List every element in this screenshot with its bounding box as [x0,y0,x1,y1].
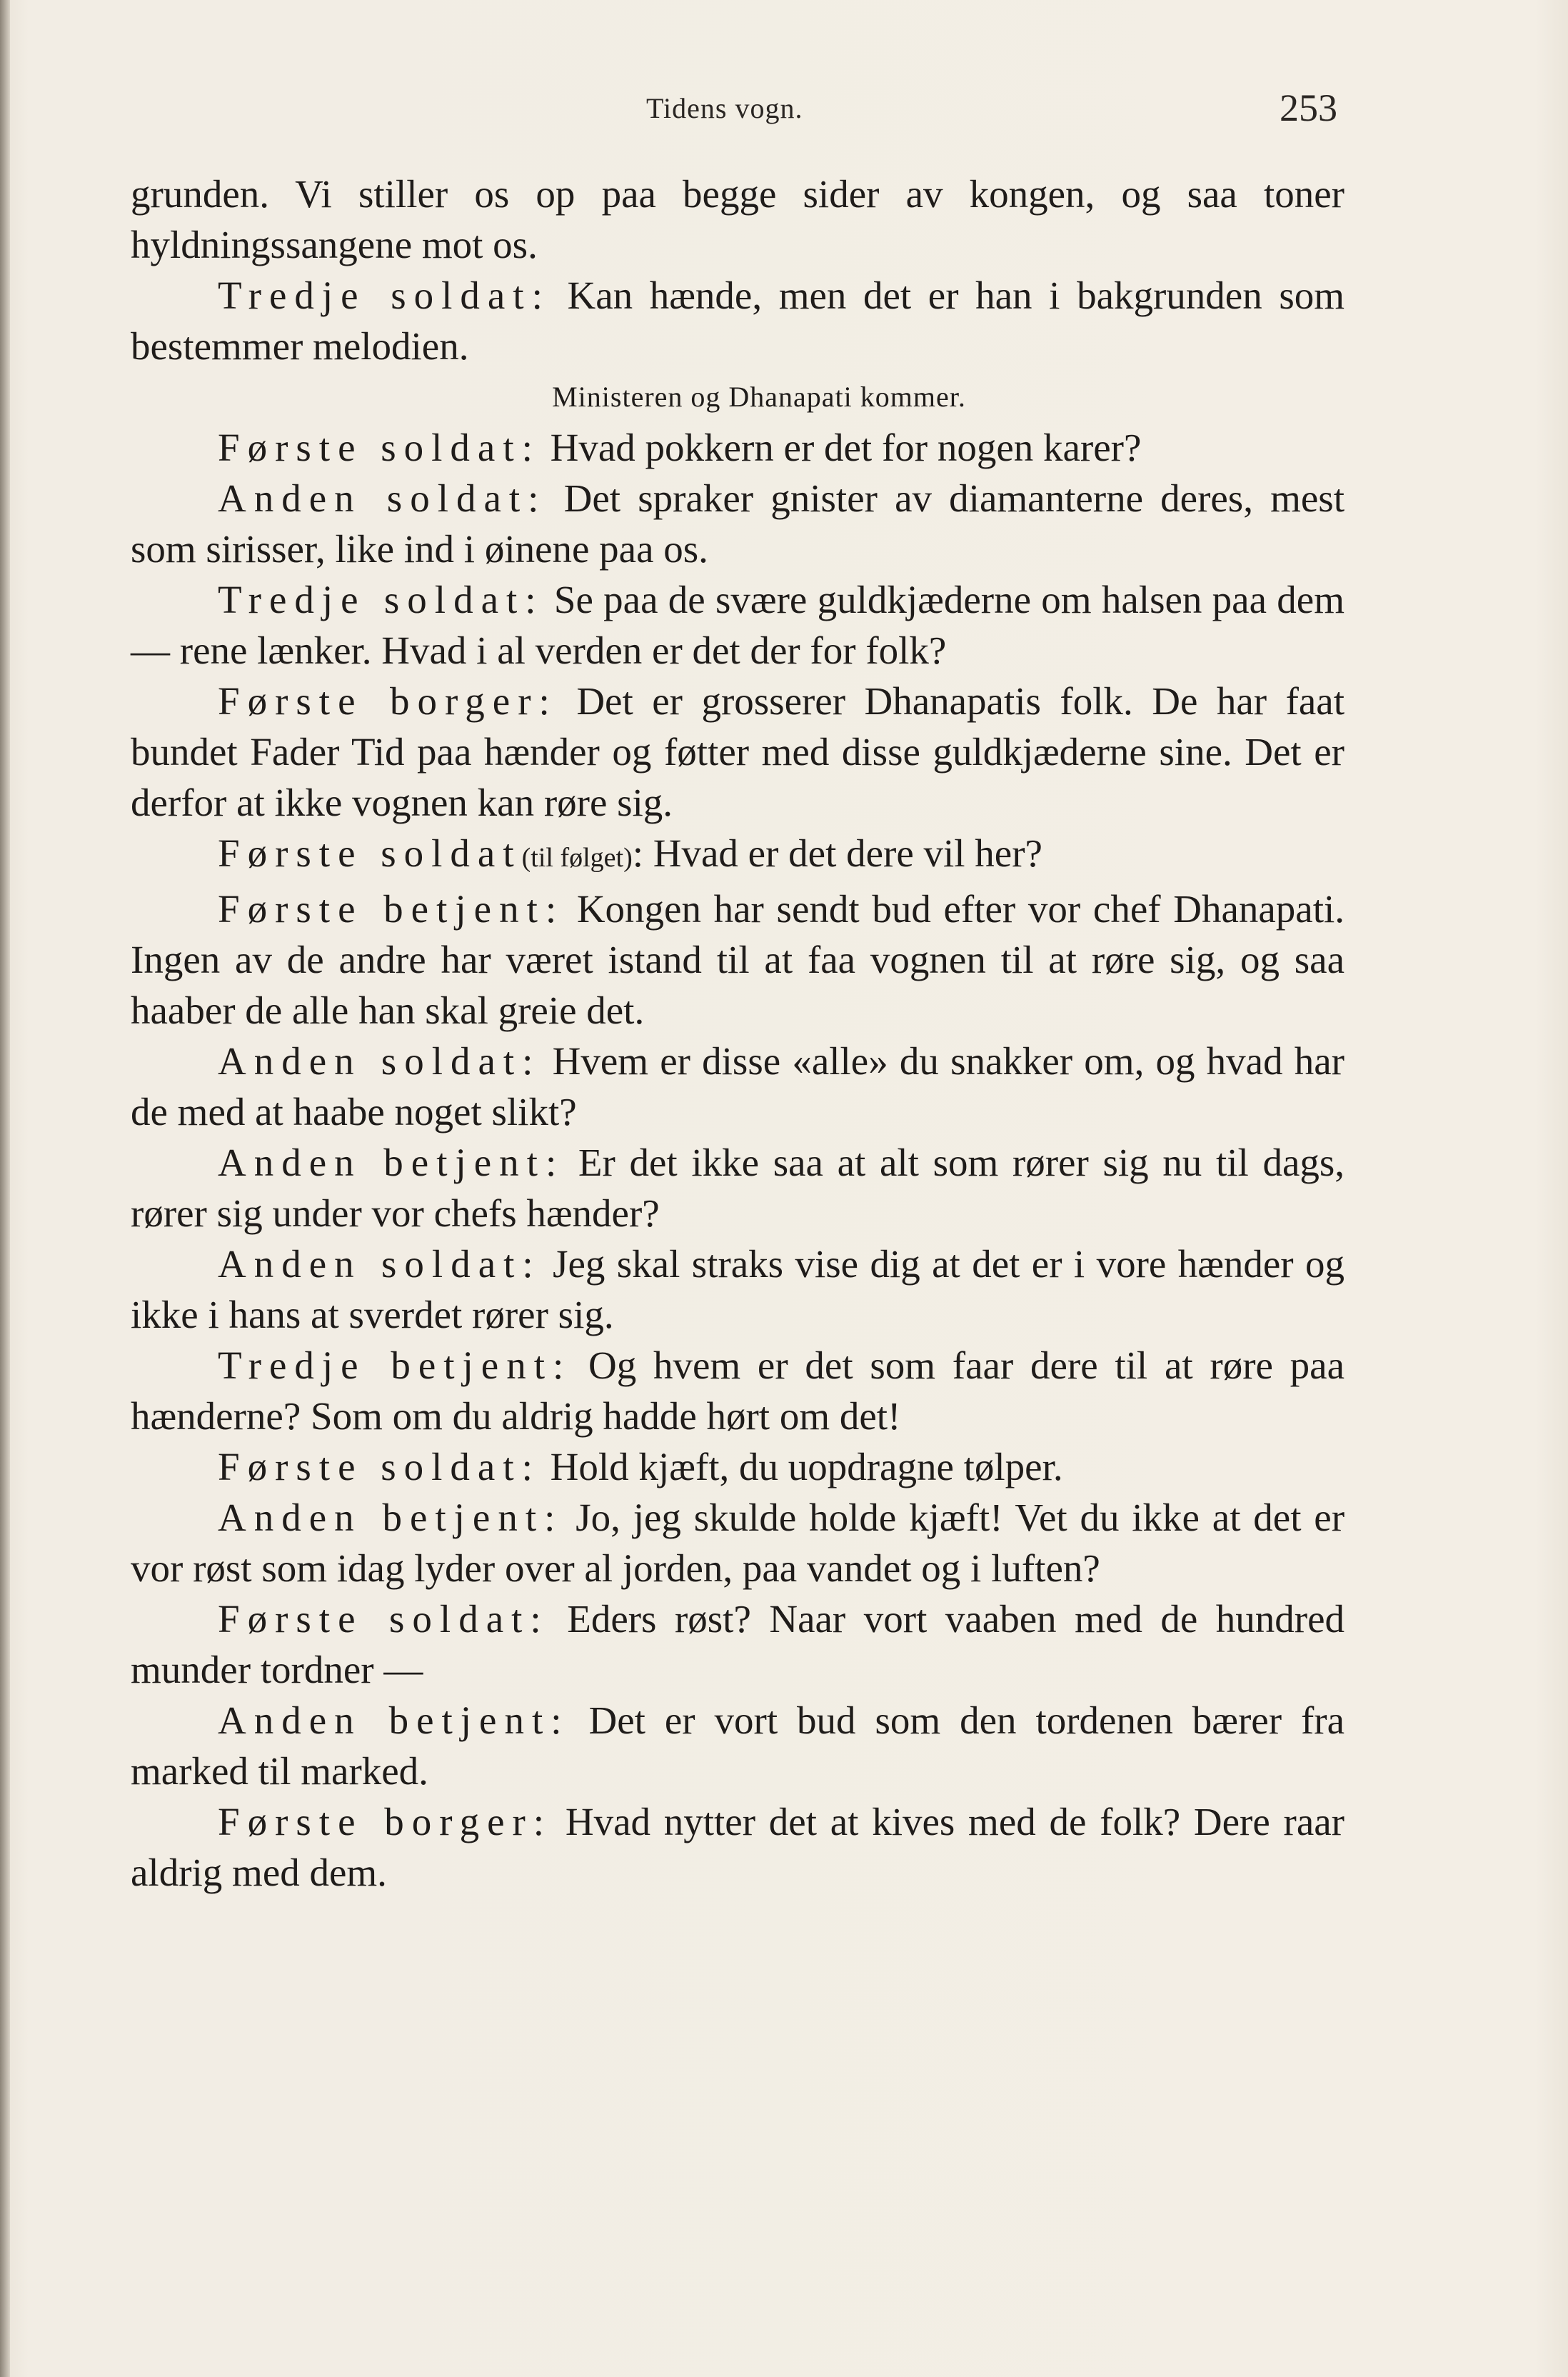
speaker-name: Første borger: [218,679,558,723]
paragraph [131,169,1345,270]
dialogue-line [131,473,1345,574]
dialogue-line [131,574,1345,676]
stage-aside: (til følget) [521,843,633,873]
speaker-name: Første borger: [218,1800,553,1843]
dialogue-line [131,676,1345,828]
speaker-name: Første soldat [218,831,522,875]
dialogue-text: : Hvad er det dere vil her? [632,831,1042,875]
speaker-name: Anden betjent: [218,1141,565,1184]
speaker-name: Første betjent: [218,887,565,931]
dialogue-line [131,1593,1345,1695]
dialogue-text: Kongen har sendt bud efter vor chef Dhanapati. Ingen av de andre har været istand til at faa vognen til at røre sig, og saa haaber de alle han skal greie det. [131,887,1345,1032]
dialogue-text: Se paa de svære guldkjæderne om halsen paa dem — rene lænker. Hvad i al verden er det der for folk? [131,578,1345,672]
running-title: Tidens vogn. [646,92,803,124]
dialogue-text: Hvad pokkern er det for nogen karer? [550,426,1142,469]
dialogue-line [131,1695,1345,1796]
dialogue-line [131,1340,1345,1441]
dialogue-line [131,1036,1345,1137]
play-text [131,169,1345,1898]
dialogue-text: Det spraker gnister av diamanterne deres, mest som sirisser, like ind i øinene paa os. [131,476,1345,571]
dialogue-text: Jeg skal straks vise dig at det er i vore hænder og ikke i hans at sverdet rører sig. [131,1242,1345,1336]
dialogue-line [131,1492,1345,1593]
dialogue-line [131,422,1345,473]
dialogue-line [131,884,1345,1036]
speaker-name: Første soldat: [218,426,541,469]
speaker-name: Tredje betjent: [218,1343,572,1387]
speaker-name: Tredje soldat: [218,274,551,317]
speaker-name: Anden soldat: [218,476,547,520]
dialogue-text: Det er grosserer Dhanapatis folk. De har faat bundet Fader Tid paa hænder og føtter med disse guldkjæderne sine. Det er derfor at ikke vognen kan røre sig. [131,679,1345,824]
dialogue-text: Og hvem er det som faar dere til at røre paa hænderne? Som om du aldrig hadde hørt om det! [131,1343,1345,1438]
speaker-name: Tredje soldat: [218,578,544,621]
dialogue-text: Hold kjæft, du uopdragne tølper. [550,1445,1063,1488]
dialogue-line [131,1238,1345,1340]
dialogue-text: Det er vort bud som den tordenen bærer fra marked til marked. [131,1698,1345,1793]
dialogue-line [131,270,1345,371]
speaker-name: Anden betjent: [218,1698,570,1742]
speaker-name: Første soldat: [218,1445,541,1488]
dialogue-line [131,1137,1345,1238]
dialogue-text: Eders røst? Naar vort vaaben med de hundred munder tordner — [131,1597,1345,1691]
dialogue-text: Er det ikke saa at alt som rører sig nu til dags, rører sig under vor chefs hænder? [131,1141,1345,1235]
dialogue-line [131,1441,1345,1492]
dialogue-line [131,828,1345,884]
speaker-name: Første soldat: [218,1597,549,1641]
paragraph-text: grunden. Vi stiller os op paa begge sider av kongen, og saa toner hyldningssangene mot os. [131,172,1345,266]
speaker-name: Anden betjent: [218,1496,563,1539]
dialogue-text: Jo, jeg skulde holde kjæft! Vet du ikke at det er vor røst som idag lyder over al jorden, paa vandet og i luften? [131,1496,1345,1590]
book-spine-edge [0,0,10,2377]
dialogue-line [131,1796,1345,1898]
dialogue-text: Hvem er disse «alle» du snakker om, og hvad har de med at haabe noget slikt? [131,1039,1345,1134]
stage-direction: Ministeren og Dhanapati kommer. [552,381,966,413]
dialogue-text: Kan hænde, men det er han i bakgrunden som bestemmer melodien. [131,274,1345,368]
speaker-name: Anden soldat: [218,1039,541,1083]
page-number: 253 [1280,86,1337,129]
dialogue-text: Hvad nytter det at kives med de folk? Dere raar aldrig med dem. [131,1800,1345,1894]
speaker-name: Anden soldat: [218,1242,541,1286]
